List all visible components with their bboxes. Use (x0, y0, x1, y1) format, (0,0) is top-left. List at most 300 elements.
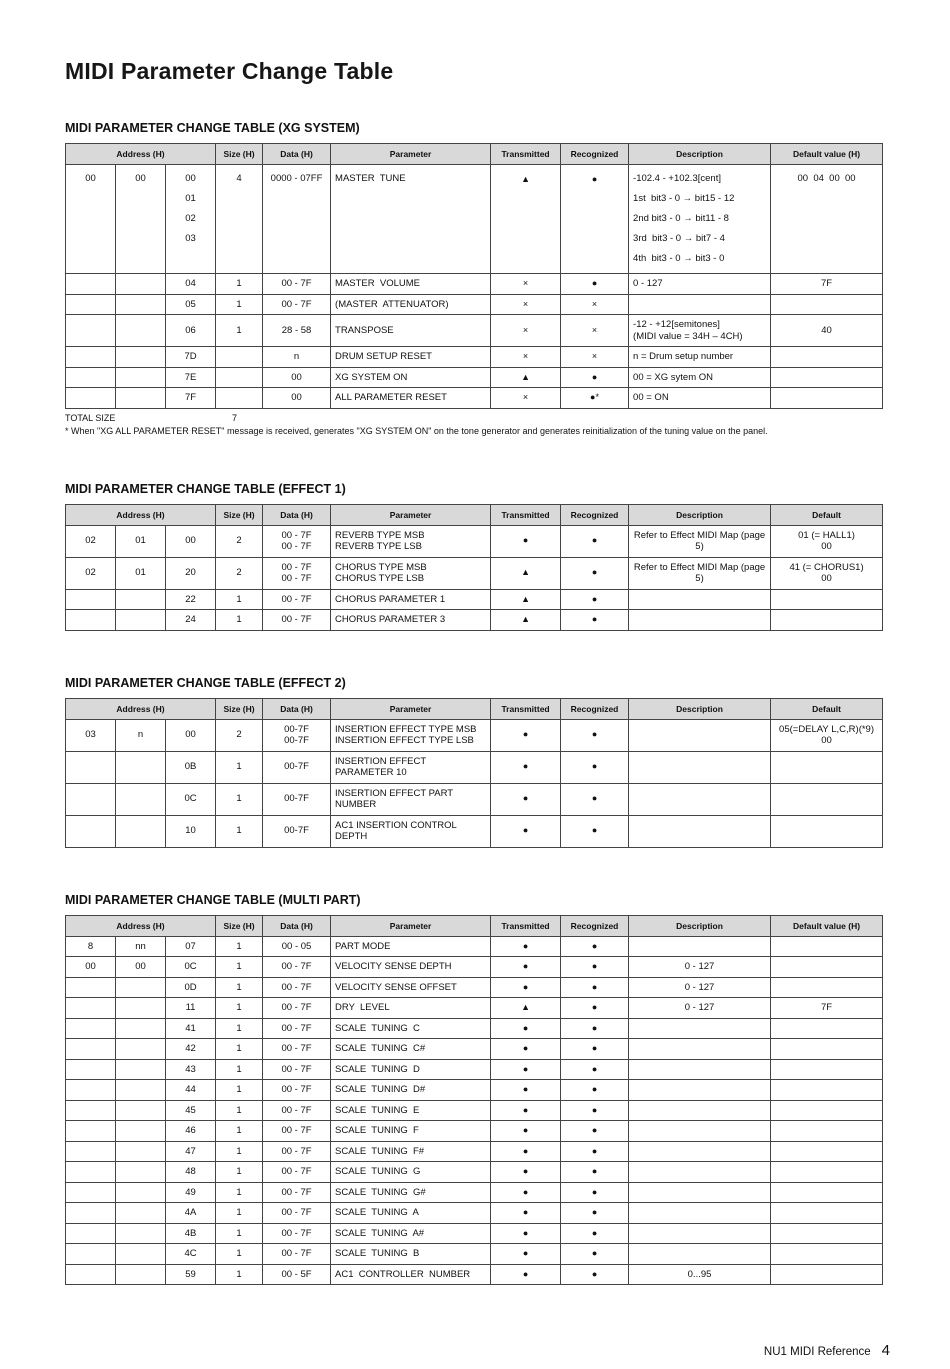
table-cell: × (561, 294, 629, 315)
table-cell: ● (561, 589, 629, 610)
table-cell (771, 367, 883, 388)
column-header: Recognized (561, 504, 629, 525)
column-header: Data (H) (263, 144, 331, 165)
column-header: Data (H) (263, 504, 331, 525)
table-cell (771, 751, 883, 783)
table-cell: × (491, 315, 561, 347)
table-cell: × (491, 347, 561, 368)
section-title-multi-part: MIDI PARAMETER CHANGE TABLE (MULTI PART) (65, 892, 361, 907)
table-row (66, 957, 883, 978)
table-cell: ● (491, 1100, 561, 1121)
table-cell: Refer to Effect MIDI Map (page 5) (629, 557, 771, 589)
column-header: Description (629, 144, 771, 165)
table-cell: ● (561, 1244, 629, 1265)
table-cell (116, 589, 166, 610)
table-cell (116, 1121, 166, 1142)
table-cell: ● (561, 936, 629, 957)
table-cell: 00 = XG sytem ON (629, 367, 771, 388)
table-cell: 00 01 02 03 (166, 165, 216, 274)
table-row (66, 815, 883, 847)
section-title-effect-1: MIDI PARAMETER CHANGE TABLE (EFFECT 1) (65, 481, 346, 496)
table-cell: ● (491, 1141, 561, 1162)
table-cell: × (561, 347, 629, 368)
table-cell (771, 1264, 883, 1285)
table-cell: SCALE TUNING D (331, 1059, 491, 1080)
table-cell: 1 (216, 1059, 263, 1080)
table-cell: ● (491, 1039, 561, 1060)
table-cell: ● (561, 1141, 629, 1162)
table-cell: 00 (116, 165, 166, 274)
table-cell (116, 1182, 166, 1203)
table-row (66, 165, 883, 274)
table-cell: 4 (216, 165, 263, 274)
page-title: MIDI Parameter Change Table (65, 58, 394, 84)
table-cell: 00 - 7F (263, 957, 331, 978)
table-cell (66, 610, 116, 631)
table-cell: n = Drum setup number (629, 347, 771, 368)
table-row (66, 1223, 883, 1244)
table-cell (629, 1121, 771, 1142)
table-cell: 7F (166, 388, 216, 409)
table-cell: 00 - 7F (263, 1244, 331, 1265)
table-cell (116, 1223, 166, 1244)
table-cell (116, 1264, 166, 1285)
table-cell: 7F (771, 998, 883, 1019)
table-cell: ● (561, 610, 629, 631)
table-cell: SCALE TUNING C (331, 1018, 491, 1039)
column-header: Size (H) (216, 698, 263, 719)
table-cell: ●* (561, 388, 629, 409)
table-cell (116, 315, 166, 347)
table-cell (629, 1223, 771, 1244)
table-cell: 00 04 00 00 (771, 165, 883, 274)
table-cell: ● (491, 1121, 561, 1142)
table-cell: 00 - 7F (263, 1018, 331, 1039)
table-row (66, 347, 883, 368)
table-cell (66, 783, 116, 815)
table-row (66, 367, 883, 388)
table-cell: 0D (166, 977, 216, 998)
table-cell (66, 1039, 116, 1060)
table-row (66, 1080, 883, 1101)
table-cell: ● (561, 783, 629, 815)
total-size-value: 7 (232, 412, 238, 423)
table-cell: 1 (216, 1080, 263, 1101)
table-cell: PART MODE (331, 936, 491, 957)
table-cell: ● (561, 525, 629, 557)
table-cell: 00-7F (263, 783, 331, 815)
table-cell: 1 (216, 1223, 263, 1244)
table-cell: 4B (166, 1223, 216, 1244)
footer-page-number: 4 (881, 1342, 890, 1359)
table-cell: 2 (216, 719, 263, 751)
table-cell: 1 (216, 1141, 263, 1162)
table-cell (66, 1141, 116, 1162)
table-cell (66, 294, 116, 315)
table-cell: nn (116, 936, 166, 957)
table-cell: ● (561, 1018, 629, 1039)
table-cell (771, 815, 883, 847)
table-cell: AC1 INSERTION CONTROL DEPTH (331, 815, 491, 847)
table-cell: 11 (166, 998, 216, 1019)
table-cell: × (491, 388, 561, 409)
table-cell: 0 - 127 (629, 274, 771, 295)
table-row (66, 936, 883, 957)
table-cell: SCALE TUNING F# (331, 1141, 491, 1162)
table-row (66, 751, 883, 783)
table-cell (116, 1059, 166, 1080)
column-header: Parameter (331, 698, 491, 719)
table-cell: ● (491, 751, 561, 783)
table-row (66, 1264, 883, 1285)
table-row (66, 610, 883, 631)
table-cell: 00-7F (263, 815, 331, 847)
table-cell (629, 1018, 771, 1039)
table-row (66, 315, 883, 347)
table-cell: 00 - 7F (263, 977, 331, 998)
table-cell (629, 1162, 771, 1183)
table-cell (66, 1162, 116, 1183)
table-cell: 00 - 7F (263, 1100, 331, 1121)
table-cell: ▲ (491, 367, 561, 388)
effect-2-table (65, 698, 883, 848)
table-cell (629, 1039, 771, 1060)
table-cell: ● (561, 367, 629, 388)
table-cell: ● (491, 1059, 561, 1080)
table-cell: CHORUS PARAMETER 1 (331, 589, 491, 610)
table-cell: 1 (216, 1018, 263, 1039)
section-effect-1 (65, 482, 882, 631)
table-row (66, 1203, 883, 1224)
table-row (66, 1141, 883, 1162)
table-cell: 8 (66, 936, 116, 957)
table-cell (116, 367, 166, 388)
table-cell: 00 - 7F 00 - 7F (263, 557, 331, 589)
table-cell: ● (491, 957, 561, 978)
table-cell (116, 388, 166, 409)
table-cell (629, 783, 771, 815)
table-cell (116, 610, 166, 631)
table-cell (629, 1080, 771, 1101)
table-cell: 47 (166, 1141, 216, 1162)
table-cell: 59 (166, 1264, 216, 1285)
table-cell: 24 (166, 610, 216, 631)
table-cell: ● (491, 719, 561, 751)
table-cell: (MASTER ATTENUATOR) (331, 294, 491, 315)
table-row (66, 719, 883, 751)
table-row (66, 977, 883, 998)
table-cell: VELOCITY SENSE OFFSET (331, 977, 491, 998)
table-cell: 0000 - 07FF (263, 165, 331, 274)
table-cell: 00 - 7F (263, 1080, 331, 1101)
table-cell: SCALE TUNING D# (331, 1080, 491, 1101)
column-header: Description (629, 504, 771, 525)
column-header: Parameter (331, 144, 491, 165)
table-cell (771, 1141, 883, 1162)
table-cell: 41 (166, 1018, 216, 1039)
table-cell: 4C (166, 1244, 216, 1265)
table-cell: 1 (216, 1039, 263, 1060)
table-cell: 00 - 7F (263, 1039, 331, 1060)
table-cell (66, 1264, 116, 1285)
table-cell: TRANSPOSE (331, 315, 491, 347)
table-cell: 28 - 58 (263, 315, 331, 347)
table-cell: ▲ (491, 610, 561, 631)
table-cell: 00 - 7F 00 - 7F (263, 525, 331, 557)
table-cell: 00 - 7F (263, 1121, 331, 1142)
section-title-effect-2: MIDI PARAMETER CHANGE TABLE (EFFECT 2) (65, 675, 346, 690)
column-header: Recognized (561, 144, 629, 165)
table-cell: ● (561, 1203, 629, 1224)
table-cell: 00 - 7F (263, 1162, 331, 1183)
column-header: Description (629, 698, 771, 719)
table-cell: 10 (166, 815, 216, 847)
table-cell: CHORUS TYPE MSB CHORUS TYPE LSB (331, 557, 491, 589)
table-cell (771, 783, 883, 815)
table-cell: 2 (216, 525, 263, 557)
table-cell: ● (561, 1182, 629, 1203)
table-cell: 1 (216, 1203, 263, 1224)
table-cell (66, 367, 116, 388)
table-cell (66, 1018, 116, 1039)
table-cell: n (116, 719, 166, 751)
table-cell (66, 977, 116, 998)
table-cell (66, 274, 116, 295)
table-cell (629, 815, 771, 847)
table-cell (66, 1100, 116, 1121)
table-row (66, 1182, 883, 1203)
column-header: Default (771, 504, 883, 525)
table-cell: SCALE TUNING C# (331, 1039, 491, 1060)
section-multi-part (65, 893, 882, 1286)
table-row (66, 783, 883, 815)
footer-reference-label: NU1 MIDI Reference (763, 1346, 871, 1358)
table-cell: INSERTION EFFECT PARAMETER 10 (331, 751, 491, 783)
table-row (66, 388, 883, 409)
table-cell: 1 (216, 610, 263, 631)
table-cell: ● (561, 1080, 629, 1101)
table-cell: 04 (166, 274, 216, 295)
table-cell: 01 (116, 557, 166, 589)
table-cell: 06 (166, 315, 216, 347)
table-cell (771, 1100, 883, 1121)
table-cell: ● (491, 1162, 561, 1183)
table-header-row (66, 915, 883, 936)
table-cell: 1 (216, 1162, 263, 1183)
xg-system-table (65, 143, 883, 409)
table-cell: 1 (216, 783, 263, 815)
table-row (66, 1018, 883, 1039)
table-cell: DRY LEVEL (331, 998, 491, 1019)
table-cell: ▲ (491, 998, 561, 1019)
table-cell (66, 1121, 116, 1142)
table-cell: 0B (166, 751, 216, 783)
table-row (66, 589, 883, 610)
table-cell: ● (561, 1264, 629, 1285)
table-cell (629, 1244, 771, 1265)
table-cell (116, 815, 166, 847)
column-header: Description (629, 915, 771, 936)
table-cell: 1 (216, 1121, 263, 1142)
table-cell: AC1 CONTROLLER NUMBER (331, 1264, 491, 1285)
table-cell (66, 1080, 116, 1101)
table-row (66, 998, 883, 1019)
table-cell: 1 (216, 294, 263, 315)
table-cell (771, 1039, 883, 1060)
table-cell: ● (491, 815, 561, 847)
table-cell (116, 274, 166, 295)
table-cell: 00 - 7F (263, 998, 331, 1019)
table-cell: 7F (771, 274, 883, 295)
table-cell (771, 936, 883, 957)
table-cell: ● (561, 1039, 629, 1060)
table-cell: 1 (216, 1264, 263, 1285)
table-cell: 7E (166, 367, 216, 388)
table-cell: 49 (166, 1182, 216, 1203)
section-xg-system (65, 121, 882, 437)
column-header: Default (771, 698, 883, 719)
table-cell (771, 1162, 883, 1183)
table-cell (66, 589, 116, 610)
table-cell: ▲ (491, 165, 561, 274)
table-cell: VELOCITY SENSE DEPTH (331, 957, 491, 978)
table-cell: 1 (216, 1182, 263, 1203)
table-cell: 7D (166, 347, 216, 368)
table-cell: ● (561, 1059, 629, 1080)
column-header: Default value (H) (771, 144, 883, 165)
table-cell: ● (561, 1121, 629, 1142)
table-cell: ● (491, 1182, 561, 1203)
table-cell (116, 1244, 166, 1265)
table-cell: ● (561, 719, 629, 751)
table-cell: 1 (216, 315, 263, 347)
table-cell: 4A (166, 1203, 216, 1224)
table-cell: SCALE TUNING A# (331, 1223, 491, 1244)
table-cell: ● (491, 936, 561, 957)
table-cell (771, 589, 883, 610)
table-cell (771, 388, 883, 409)
table-cell: × (491, 294, 561, 315)
table-cell (629, 1141, 771, 1162)
column-header: Size (H) (216, 504, 263, 525)
table-cell (116, 783, 166, 815)
table-cell: 00 - 7F (263, 589, 331, 610)
table-cell: 01 (= HALL1) 00 (771, 525, 883, 557)
table-cell: 46 (166, 1121, 216, 1142)
table-row (66, 294, 883, 315)
table-cell: Refer to Effect MIDI Map (page 5) (629, 525, 771, 557)
table-cell: ● (491, 1018, 561, 1039)
column-header: Transmitted (491, 698, 561, 719)
table-cell (66, 1223, 116, 1244)
column-header: Size (H) (216, 915, 263, 936)
table-cell: ● (561, 815, 629, 847)
table-cell: ● (491, 1223, 561, 1244)
table-cell (629, 1182, 771, 1203)
table-cell: ● (561, 751, 629, 783)
table-cell (66, 1244, 116, 1265)
table-cell: 0 - 127 (629, 977, 771, 998)
table-cell: 0C (166, 957, 216, 978)
table-cell: ● (491, 783, 561, 815)
table-cell: 07 (166, 936, 216, 957)
table-cell (771, 1203, 883, 1224)
column-header: Data (H) (263, 915, 331, 936)
table-cell: 00 (263, 388, 331, 409)
table-cell: 00 - 7F (263, 294, 331, 315)
multi-part-table (65, 915, 883, 1286)
table-cell: 1 (216, 1100, 263, 1121)
table-cell: ● (561, 977, 629, 998)
table-cell: ● (491, 1244, 561, 1265)
table-cell: 00 (166, 719, 216, 751)
table-cell (66, 1203, 116, 1224)
column-header: Size (H) (216, 144, 263, 165)
table-cell (116, 1100, 166, 1121)
table-cell: 1 (216, 957, 263, 978)
table-cell (771, 1080, 883, 1101)
table-header-row (66, 144, 883, 165)
table-cell (771, 1244, 883, 1265)
column-header: Recognized (561, 915, 629, 936)
table-cell: SCALE TUNING G# (331, 1182, 491, 1203)
table-cell (629, 610, 771, 631)
table-cell (66, 815, 116, 847)
table-cell: 0 - 127 (629, 998, 771, 1019)
table-cell: 0C (166, 783, 216, 815)
table-cell (629, 936, 771, 957)
section-effect-2 (65, 676, 882, 848)
table-cell: ● (561, 957, 629, 978)
total-size-row (65, 413, 882, 424)
table-cell: 02 (66, 557, 116, 589)
column-header: Transmitted (491, 915, 561, 936)
column-header: Address (H) (66, 915, 216, 936)
table-cell: SCALE TUNING G (331, 1162, 491, 1183)
table-cell: 00 - 7F (263, 1141, 331, 1162)
table-cell (771, 1121, 883, 1142)
table-cell (66, 1059, 116, 1080)
table-cell: 1 (216, 998, 263, 1019)
page-footer (764, 1342, 890, 1359)
column-header: Default value (H) (771, 915, 883, 936)
table-cell: 1 (216, 1244, 263, 1265)
table-cell (216, 388, 263, 409)
table-cell (771, 347, 883, 368)
table-cell: 00 - 7F (263, 274, 331, 295)
table-cell: -102.4 - +102.3[cent] 1st bit3 - 0 → bit15 - 12 2nd bit3 - 0 → bit11 - 8 3rd bit3 - 0 → bit7 - 4 4th bit3 - 0 → bit3 - 0 (629, 165, 771, 274)
table-cell: REVERB TYPE MSB REVERB TYPE LSB (331, 525, 491, 557)
table-cell (629, 294, 771, 315)
table-cell (116, 1141, 166, 1162)
table-cell: 41 (= CHORUS1) 00 (771, 557, 883, 589)
table-cell (771, 1182, 883, 1203)
table-row (66, 1121, 883, 1142)
table-cell (216, 347, 263, 368)
table-cell (629, 589, 771, 610)
table-cell: ● (561, 998, 629, 1019)
table-cell: 40 (771, 315, 883, 347)
table-row (66, 525, 883, 557)
table-row (66, 1162, 883, 1183)
table-cell: ▲ (491, 589, 561, 610)
table-cell: 48 (166, 1162, 216, 1183)
table-cell (66, 1182, 116, 1203)
table-cell: ALL PARAMETER RESET (331, 388, 491, 409)
table-cell: 01 (116, 525, 166, 557)
column-header: Address (H) (66, 698, 216, 719)
table-cell (66, 347, 116, 368)
